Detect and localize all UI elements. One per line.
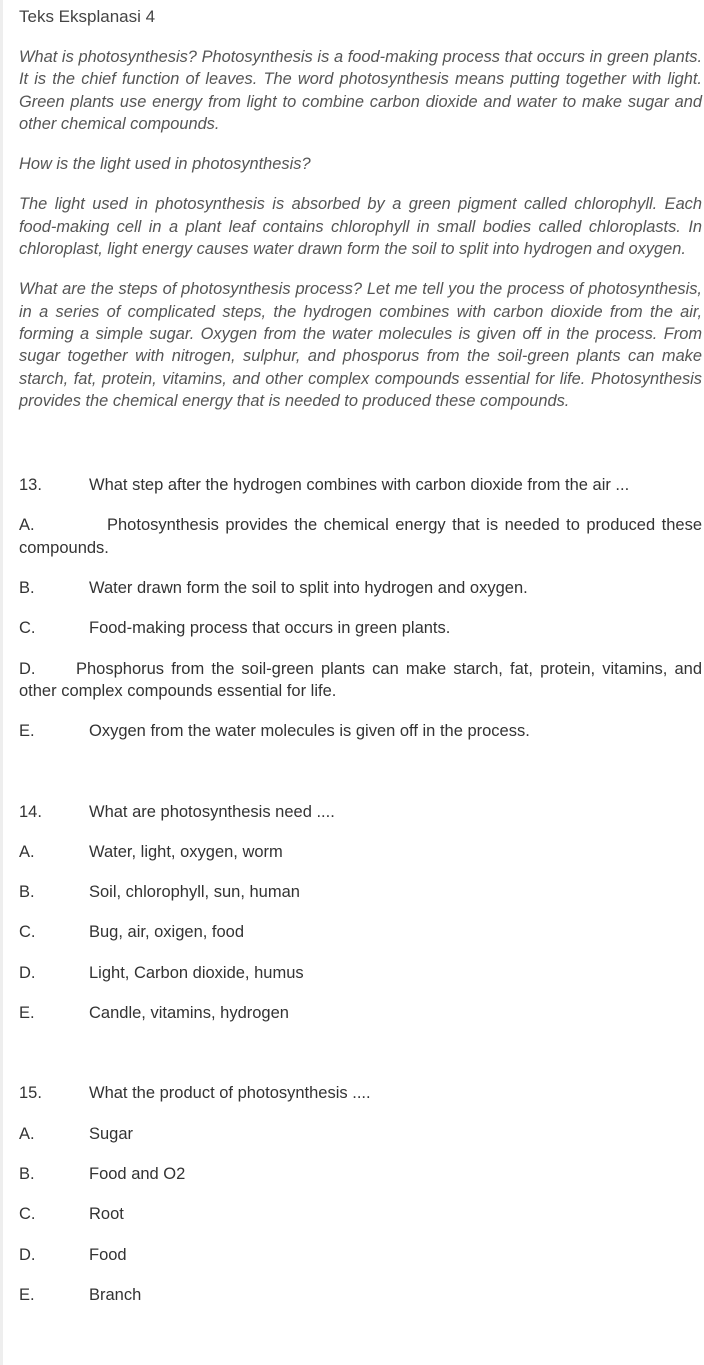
option-b[interactable] [19, 1163, 702, 1185]
option-letter: A. [19, 1124, 35, 1143]
question-15 [19, 1082, 702, 1306]
paragraph-steps: What are the steps of photosynthesis process? Let me tell you the process of photosynthesis, in a series of complicated steps, the hydrogen combines with carbon dioxide from the air, forming a simple sugar. Oxygen from the water molecules is given off in the process. From sugar together with nitrogen, sulphur, and phosporus from the soil-green plants can make starch, fat, protein, vitamins, and other complex compounds essential for life. Photosynthesis provides the chemical energy that is needed to produced these compounds. [19, 280, 702, 410]
paragraph-question: How is the light used in photosynthesis? [19, 155, 311, 174]
option-b[interactable] [19, 577, 702, 599]
option-text: Water, light, oxygen, worm [89, 842, 283, 861]
option-letter: A. [19, 516, 35, 535]
question-text: What are photosynthesis need .... [89, 802, 335, 821]
option-letter: E. [19, 722, 35, 741]
option-d[interactable] [19, 1244, 702, 1266]
option-a[interactable] [19, 841, 702, 863]
option-letter: D. [19, 1245, 36, 1264]
option-letter: B. [19, 579, 35, 598]
option-letter: C. [19, 1205, 36, 1224]
option-e[interactable] [19, 1002, 702, 1024]
question-number: 14. [19, 802, 42, 821]
option-e[interactable] [19, 720, 702, 742]
option-text: Light, Carbon dioxide, humus [89, 963, 304, 982]
option-c[interactable] [19, 1203, 702, 1225]
option-c[interactable] [19, 617, 702, 639]
option-text: Oxygen from the water molecules is given off in the process. [89, 722, 530, 741]
question-text: What the product of photosynthesis .... [89, 1084, 371, 1103]
option-c[interactable] [19, 921, 702, 943]
option-text: Phosphorus from the soil-green plants can make starch, fat, protein, vitamins, and other complex compounds essential for life. [19, 659, 702, 700]
option-d[interactable] [19, 962, 702, 984]
question-gap [19, 1042, 702, 1082]
option-text: Bug, air, oxigen, food [89, 923, 245, 942]
option-letter: B. [19, 1164, 35, 1183]
question-gap [19, 761, 702, 801]
option-e[interactable] [19, 1284, 702, 1306]
question-stem [19, 474, 702, 496]
option-text: Soil, chlorophyll, sun, human [89, 883, 300, 902]
option-b[interactable] [19, 881, 702, 903]
option-text: Candle, vitamins, hydrogen [89, 1004, 289, 1023]
option-text: Food and O2 [89, 1164, 186, 1183]
option-text: Sugar [89, 1124, 134, 1143]
option-a[interactable] [19, 514, 702, 559]
option-letter: B. [19, 883, 35, 902]
option-letter: C. [19, 923, 36, 942]
question-14 [19, 801, 702, 1025]
option-text: Photosynthesis provides the chemical energy that is needed to produced these compounds. [19, 516, 702, 557]
question-stem [19, 801, 702, 823]
section-spacer [19, 430, 702, 474]
option-letter: C. [19, 619, 36, 638]
question-number: 13. [19, 476, 42, 495]
question-stem [19, 1082, 702, 1104]
option-letter: D. [19, 963, 36, 982]
option-text: Branch [89, 1285, 142, 1304]
option-letter: E. [19, 1285, 35, 1304]
left-margin-rule [0, 0, 3, 1365]
option-text: Food-making process that occurs in green plants. [89, 619, 451, 638]
question-number: 15. [19, 1084, 42, 1103]
paragraph-intro: What is photosynthesis? Photosynthesis is a food-making process that occurs in green plants. It is the chief function of leaves. The word photosynthesis means putting together with light. Green plants use energy from light to combine carbon dioxide and water to make sugar and other chemical compounds. [19, 48, 702, 133]
option-d[interactable] [19, 658, 702, 703]
option-a[interactable] [19, 1123, 702, 1145]
option-letter: D. [19, 659, 36, 678]
question-13 [19, 474, 702, 742]
paragraph-light: The light used in photosynthesis is absorbed by a green pigment called chlorophyll. Each food-making cell in a plant leaf contains chlorophyll in small bodies called chloroplasts. In chloroplast, light energy causes water drawn form the soil to split into hydrogen and oxygen. [19, 195, 702, 259]
document-page [19, 6, 702, 1324]
option-letter: E. [19, 1004, 35, 1023]
document-title: Teks Eksplanasi 4 [19, 7, 156, 26]
option-text: Root [89, 1205, 124, 1224]
option-text: Food [89, 1245, 127, 1264]
question-text: What step after the hydrogen combines with carbon dioxide from the air ... [89, 476, 630, 495]
option-text: Water drawn form the soil to split into hydrogen and oxygen. [89, 579, 528, 598]
option-letter: A. [19, 842, 35, 861]
